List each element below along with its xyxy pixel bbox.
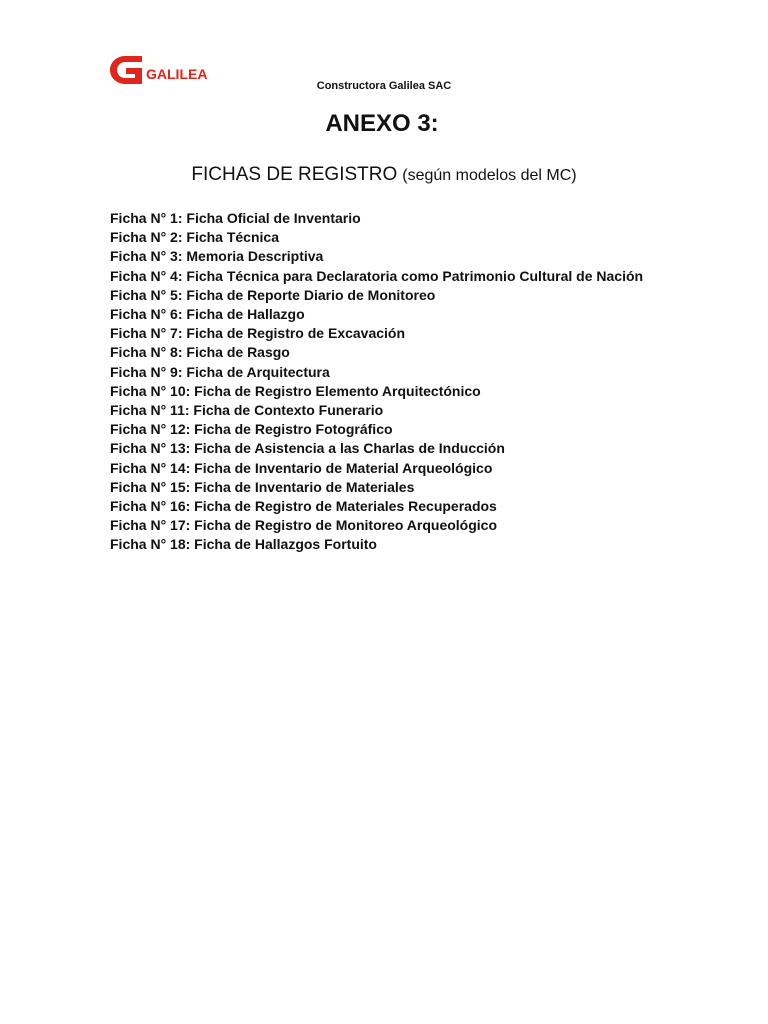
list-item: Ficha N° 8: Ficha de Rasgo (110, 344, 290, 361)
list-item: Ficha N° 7: Ficha de Registro de Excavación (110, 325, 406, 342)
list-item: Ficha N° 4: Ficha Técnica para Declaratoria como Patrimonio Cultural de Nación (110, 267, 644, 284)
list-item: Ficha N° 11: Ficha de Contexto Funerario (110, 402, 384, 419)
list-item: Ficha N° 13: Ficha de Asistencia a las Charlas de Inducción (110, 440, 505, 457)
subtitle-main: FICHAS DE REGISTRO (191, 164, 398, 185)
logo-text: GALILEA (146, 66, 208, 82)
list-item: Ficha N° 12: Ficha de Registro Fotográfico (110, 421, 393, 438)
list-item: Ficha N° 17: Ficha de Registro de Monitoreo Arqueológico (110, 517, 498, 534)
list-item: Ficha N° 6: Ficha de Hallazgo (110, 306, 305, 323)
list-item: Ficha N° 9: Ficha de Arquitectura (110, 363, 330, 380)
list-item: Ficha N° 1: Ficha Oficial de Inventario (110, 210, 361, 226)
list-item: Ficha N° 14: Ficha de Inventario de Material Arqueológico (110, 459, 493, 476)
page-title-text: ANEXO 3: (325, 110, 439, 137)
company-name: Constructora Galilea SAC (316, 80, 452, 92)
list-item: Ficha N° 5: Ficha de Reporte Diario de Monitoreo (110, 286, 436, 303)
list-item: Ficha N° 15: Ficha de Inventario de Materiales (110, 478, 415, 495)
list-item: Ficha N° 10: Ficha de Registro Elemento Arquitectónico (110, 382, 481, 399)
fichas-list (110, 209, 670, 555)
section-subtitle (0, 164, 768, 186)
list-item: Ficha N° 3: Memoria Descriptiva (110, 248, 324, 265)
subtitle-note: (según modelos del MC) (402, 167, 577, 184)
list-item: Ficha N° 16: Ficha de Registro de Materiales Recuperados (110, 498, 497, 515)
list-item: Ficha N° 2: Ficha Técnica (110, 229, 279, 246)
list-item: Ficha N° 18: Ficha de Hallazgos Fortuito (110, 536, 377, 553)
page-title (0, 110, 768, 138)
